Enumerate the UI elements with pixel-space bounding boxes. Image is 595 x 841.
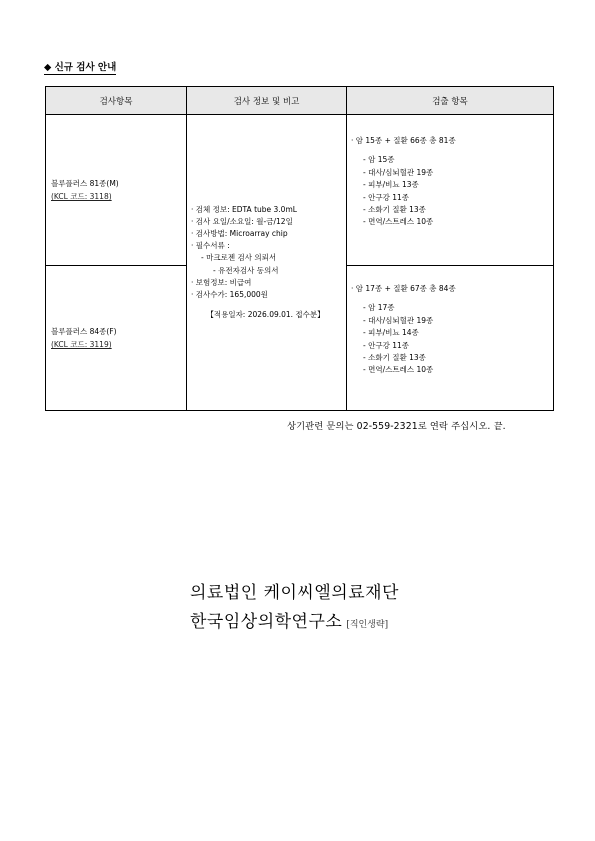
list-item: - 피부/비뇨 13종 bbox=[363, 180, 419, 190]
detection-list bbox=[351, 154, 553, 228]
detection-summary: · 암 17종 + 질환 67종 총 84종 bbox=[351, 284, 456, 293]
section-title: ◆ 신규 검사 안내 bbox=[44, 62, 117, 73]
detection-list bbox=[351, 302, 553, 376]
test-info-cell bbox=[187, 115, 347, 411]
test-item-cell bbox=[46, 115, 187, 266]
contact-note: 상기관련 문의는 02-559-2321로 연락 주십시오. 끝. bbox=[287, 421, 506, 432]
list-item: - 소화기 질환 13종 bbox=[363, 353, 426, 363]
list-item: - 면역/스트레스 10종 bbox=[363, 365, 434, 375]
list-item: - 안구강 11종 bbox=[363, 340, 409, 350]
test-item-name: 블루플러스 81종(M) bbox=[51, 179, 119, 188]
list-item: - 면역/스트레스 10종 bbox=[363, 217, 434, 227]
list-item: - 피부/비뇨 14종 bbox=[363, 328, 419, 338]
list-item: - 암 17종 bbox=[363, 303, 395, 313]
organization-name: 의료법인 케이씨엘의료재단 bbox=[190, 583, 399, 603]
table-row bbox=[46, 115, 554, 266]
detection-cell bbox=[347, 266, 554, 411]
list-item: - 소화기 질환 13종 bbox=[363, 205, 426, 215]
test-info-table bbox=[45, 86, 554, 411]
required-doc-request-form: - 마크로젠 검사 의뢰서 bbox=[201, 253, 277, 263]
test-item-code: (KCL 코드: 3118) bbox=[51, 192, 112, 201]
header-test-item: 검사항목 bbox=[46, 87, 187, 115]
schedule-info: · 검사 요일/소요일: 월-금/12일 bbox=[191, 216, 293, 226]
table-header-row bbox=[46, 87, 554, 115]
fee-info: · 검사수가: 165,000원 bbox=[191, 290, 268, 299]
test-item-code: (KCL 코드: 3119) bbox=[51, 340, 112, 349]
list-item: - 대사/심뇌혈관 19종 bbox=[363, 167, 434, 177]
header-test-info: 검사 정보 및 비고 bbox=[187, 87, 347, 115]
test-item-cell bbox=[46, 266, 187, 411]
header-detection-items: 검출 항목 bbox=[347, 87, 554, 115]
apply-date: 【적용일자: 2026.09.01. 접수분】 bbox=[206, 310, 325, 320]
list-item: - 암 15종 bbox=[363, 155, 395, 165]
test-item-name: 블루플러스 84종(F) bbox=[51, 327, 117, 336]
list-item: - 안구강 11종 bbox=[363, 192, 409, 202]
method-info: · 검사방법: Microarray chip bbox=[191, 228, 288, 238]
list-item: - 대사/심뇌혈관 19종 bbox=[363, 315, 434, 325]
required-docs-label: · 필수서류 : bbox=[191, 241, 230, 251]
specimen-info: · 검체 정보: EDTA tube 3.0mL bbox=[191, 204, 297, 214]
detection-cell bbox=[347, 115, 554, 266]
institute-name-line bbox=[190, 607, 388, 632]
detection-summary: · 암 15종 + 질환 66종 총 81종 bbox=[351, 136, 456, 145]
seal-omitted-note: [직인생략] bbox=[346, 620, 389, 630]
required-doc-consent-form: - 유전자검사 동의서 bbox=[213, 265, 279, 275]
insurance-info: · 보험정보: 비급여 bbox=[191, 277, 252, 287]
institute-name: 한국임상의학연구소 bbox=[190, 612, 343, 632]
